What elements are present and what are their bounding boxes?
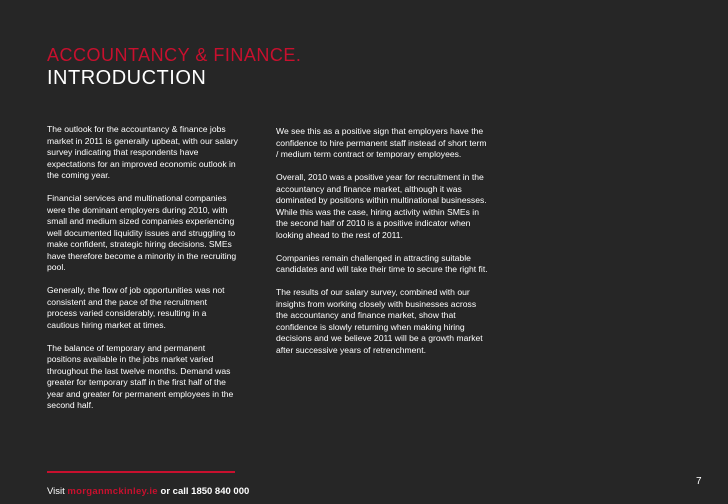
footer-contact xyxy=(47,486,249,497)
paragraph: The results of our salary survey, combined with our insights from working closely with businesses across the accountancy and finance market, show that confidence is slowly returning when making hiring decisions and we believe 2011 will be a growth market after successive years of retrenchment. xyxy=(276,287,483,355)
paragraph: Overall, 2010 was a positive year for recruitment in the accountancy and finance market, although it was dominated by positions within multinational businesses. While this was the case, hiring activity within SMEs in the second half of 2010 is a positive indicator when looking ahead to the rest of 2011. xyxy=(276,172,487,240)
page-number: 7 xyxy=(696,476,702,487)
footer-visit-label: Visit xyxy=(47,486,65,497)
paragraph: Companies remain challenged in attracting suitable candidates and will take their time to secure the right fit. xyxy=(276,252,488,274)
paragraph: Financial services and multinational companies were the dominant employers during 2010, with small and medium sized companies experiencing well documented liquidity issues and struggling to make confident, strategic hiring decisions. SMEs have therefore become a minority in the recruiting pool. xyxy=(47,193,237,272)
right-text-column xyxy=(276,126,488,368)
paragraph: We see this as a positive sign that employers have the confidence to hire permanent staff instead of short term / medium term contract or temporary employees. xyxy=(276,126,487,159)
page-title: INTRODUCTION xyxy=(47,67,207,89)
left-text-column xyxy=(47,124,239,423)
paragraph: The balance of temporary and permanent positions available in the jobs market varied throughout the last twelve months. Demand was greater for temporary staff in the first half of the year and greater for permanent employees in the second half. xyxy=(47,342,234,410)
section-title: ACCOUNTANCY & FINANCE. xyxy=(47,45,302,65)
footer-divider xyxy=(47,471,235,473)
paragraph: The outlook for the accountancy & finance jobs market in 2011 is generally upbeat, with our salary survey indicating that respondents have expectations for an improved economic outlook in the coming year. xyxy=(47,124,238,180)
website-link[interactable]: morganmckinley.ie xyxy=(67,486,158,497)
paragraph: Generally, the flow of job opportunities was not consistent and the pace of the recruitment process varied considerably, resulting in a cautious hiring market at times. xyxy=(47,285,225,330)
footer-phone-text: or call 1850 840 000 xyxy=(160,486,250,497)
